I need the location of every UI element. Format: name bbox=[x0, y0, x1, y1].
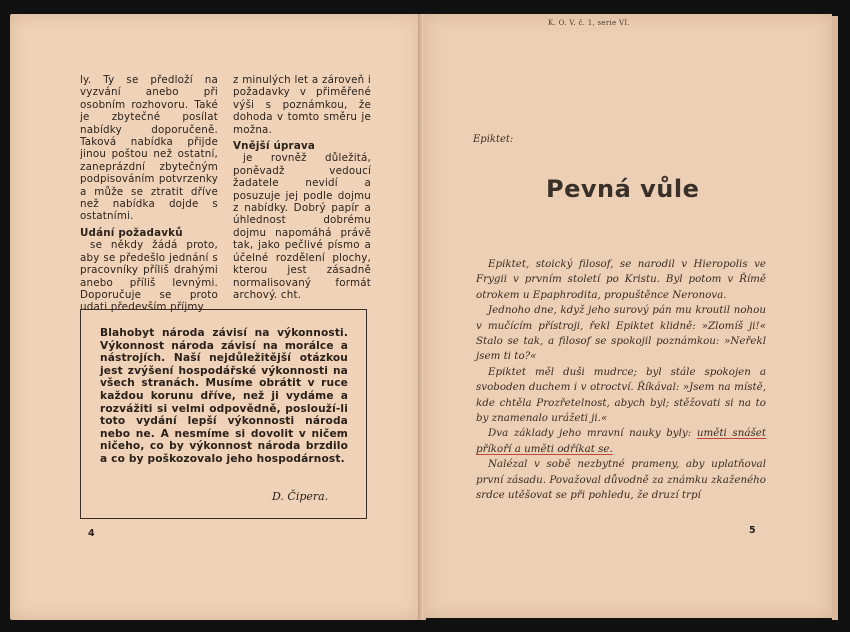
section-heading: Vnější úprava bbox=[233, 140, 316, 153]
paragraph: Jednoho dne, když jeho surový pán mu kroutil nohou v mučícím přístroji, řekl Epiktet klidně: »Zlomíš ji!« Stalo se tak, a filosof se spokojil poznámkou: »Neřekl jsem ti to?« bbox=[476, 304, 766, 363]
left-column-2 bbox=[233, 74, 371, 301]
paragraph: z minulých let a zároveň i požadavky v přiměřené výši s poznámkou, že dohoda v tomto směru je možna. bbox=[233, 74, 371, 136]
section-heading: Udání požadavků bbox=[80, 226, 183, 239]
quote-signature: D. Čipera. bbox=[272, 490, 329, 503]
paragraph bbox=[476, 426, 766, 457]
paragraph: Epiktet, stoický filosof, se narodil v Hieropolis ve Frygii v prvním století po Kristu. Byl potom v Římě otrokem u Epaphrodita, propuštěnce Neronova. bbox=[476, 258, 766, 301]
article-title: Pevná vůle bbox=[546, 175, 700, 203]
underlined-phrase: uměti snášet příkoří a uměti odříkat se. bbox=[476, 427, 766, 455]
author-label: Epiktet: bbox=[473, 134, 514, 145]
article-body bbox=[476, 257, 766, 504]
paragraph-text: Dva základy jeho mravní nauky byly: bbox=[488, 427, 697, 440]
page-edge bbox=[832, 16, 838, 620]
paragraph: ly. Ty se předloží na vyzvání anebo při osobním rozhovoru. Také je zbytečné posílat nabídky doporučeně. Taková nabídka přijde jinou poštou než ostatní, zaneprázdní zbytečným podpisováním potvrzenky a může se ztratit dříve než nabídka dojde s ostatními. bbox=[80, 74, 218, 223]
page-number-left: 4 bbox=[88, 528, 95, 539]
paragraph: je rovněž důležitá, poněvadž vedoucí žadatele nevidí a posuzuje jej podle dojmu z nabídky. Dobrý papír a úhlednost dobrému dojmu napomáhá právě tak, jako pečlivé písmo a účelné rozdělení plochy, kterou jest zásadně normalisovaný formát archový. cht. bbox=[233, 152, 371, 301]
paragraph: Nalézal v sobě nezbytné prameny, aby uplatňoval první zásadu. Považoval důvodně za známku zkaženého srdce utěšovat se při pohledu, že druzí trpí bbox=[476, 458, 766, 502]
running-header: K. O. V. č. 1, serie VI. bbox=[548, 19, 630, 27]
page-number-right: 5 bbox=[749, 525, 756, 536]
quote-text: Blahobyt národa závisí na výkonnosti. Výkonnost národa závisí na morálce a nástrojích. Naší nejdůležitější otázkou jest zvýšení hospodářské výkonnosti na všech stranách. Musíme obrátit v ruce každou korunu dříve, než ji vydáme a rozvážiti si velmi odpovědně, poslouží-li toto vydání lepší výkonnosti národa nebo ne. A nesmíme si dovolit v ničem ničeho, co by výkonnost národa brzdilo a co by poškozovalo jeho hospodárnost. bbox=[100, 327, 348, 465]
paragraph: Epiktet měl duši mudrce; byl stále spokojen a svoboden duchem i v otroctví. Říkával: »Jsem na místě, kde chtěla Prozřetelnost, abych byl; stěžovati si na to by znamenalo urážeti ji.« bbox=[476, 365, 766, 425]
left-column-1 bbox=[80, 74, 218, 314]
paragraph: se někdy žádá proto, aby se předešlo jednání s pracovníky příliš drahými anebo příliš levnými. Doporučuje se proto udati především příjmy bbox=[80, 239, 218, 314]
